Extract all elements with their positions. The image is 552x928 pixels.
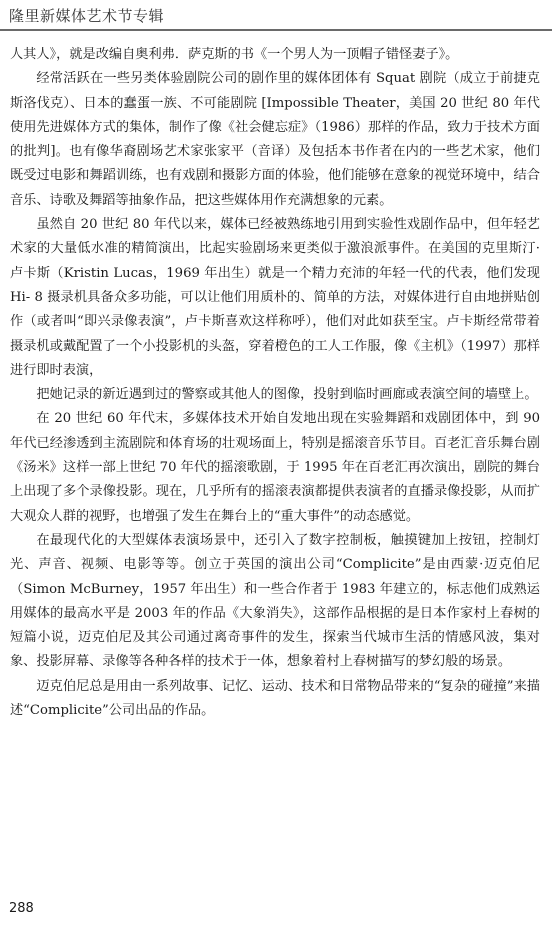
paragraph: 把她记录的新近遇到过的警察或其他人的图像，投射到临时画廊或表演空间的墙壁上。 [36, 387, 538, 403]
paragraph-continuation: 人其人》，就是改编自奥利弗．萨克斯的书《一个男人为一顶帽子错怪妻子》。 [10, 47, 459, 62]
header-title: 隆里新媒体艺术节专辑 [9, 7, 165, 25]
paragraph: 经常活跃在一些另类体验剧院公司的剧作里的媒体团体有 Squat 剧院（成立于前捷克斯洛伐克）、日本的蠢蛋一族、不可能剧院 [Impossible Theater，美国 20 世纪 80 年代使用先进媒体方式的集体，制作了像《社会健忘症》（1986）那样的作品，致力于技术方面的批判]。也有像华裔剧场艺术家张家平（音译）及包括本书作者在内的一些艺术家，他们既受过电影和舞蹈训练，也有戏剧和摄影方面的体验，他们能够在意象的视觉环境中，结合音乐、诗歌及舞蹈等抽象作品，把这些媒体用作充满想象的元素。 [10, 71, 540, 208]
paragraph: 在 20 世纪 60 年代末，多媒体技术开始自发地出现在实验舞蹈和戏剧团体中，到 90 年代已经渗透到主流剧院和体育场的壮观场面上，特别是摇滚音乐节目。百老汇音乐舞台剧《汤米》这样一部上世纪 70 年代的摇滚歌剧，于 1995 年在百老汇再次演出，剧院的舞台上出现了多个录像投影。现在，几乎所有的摇滚表演都提供表演者的直播录像投影，从而扩大观众人群的视野，也增强了发生在舞台上的“重大事件”的动态感觉。 [10, 411, 540, 524]
page-number: 288 [9, 901, 34, 916]
header-divider [0, 29, 552, 31]
paragraph: 虽然自 20 世纪 80 年代以来，媒体已经被熟练地引用到实验性戏剧作品中，但年轻艺术家的大量低水准的精简演出，比起实验剧场来更类似于激浪派事件。在美国的克里斯汀·卢卡斯（Kristin Lucas，1969 年出生）就是一个精力充沛的年轻一代的代表，他们发现 Hi- 8 摄录机具备众多功能，可以让他们用质朴的、简单的方法，对媒体进行自由地拼贴创作（或者叫“即兴录像表演”，卢卡斯喜欢这样称呼），他们对此如获至宝。卢卡斯经常带着摄录机或戴配置了一个小投影机的头盔，穿着橙色的工人工作服，像《主机》（1997）那样进行即时表演， [10, 217, 540, 378]
body-text [10, 43, 540, 723]
running-header [0, 0, 552, 33]
paragraph: 在最现代化的大型媒体表演场景中，还引入了数字控制板，触摸键加上按钮，控制灯光、声音、视频、电影等等。创立于英国的演出公司“Complicite”是由西蒙·迈克伯尼（Simon McBurney，1957 年出生）和一些合作者于 1983 年建立的，标志他们成熟运用媒体的最高水平是 2003 年的作品《大象消失》，这部作品根据的是日本作家村上春树的短篇小说，迈克伯尼及其公司通过离奇事件的发生，探索当代城市生活的情感风波，集对象、投影屏幕、录像等各种各样的技术于一体，想象着村上春树描写的梦幻般的场景。 [10, 532, 540, 670]
paragraph: 迈克伯尼总是用由一系列故事、记忆、运动、技术和日常物品带来的“复杂的碰撞”来描述“Complicite”公司出品的作品。 [10, 678, 540, 719]
